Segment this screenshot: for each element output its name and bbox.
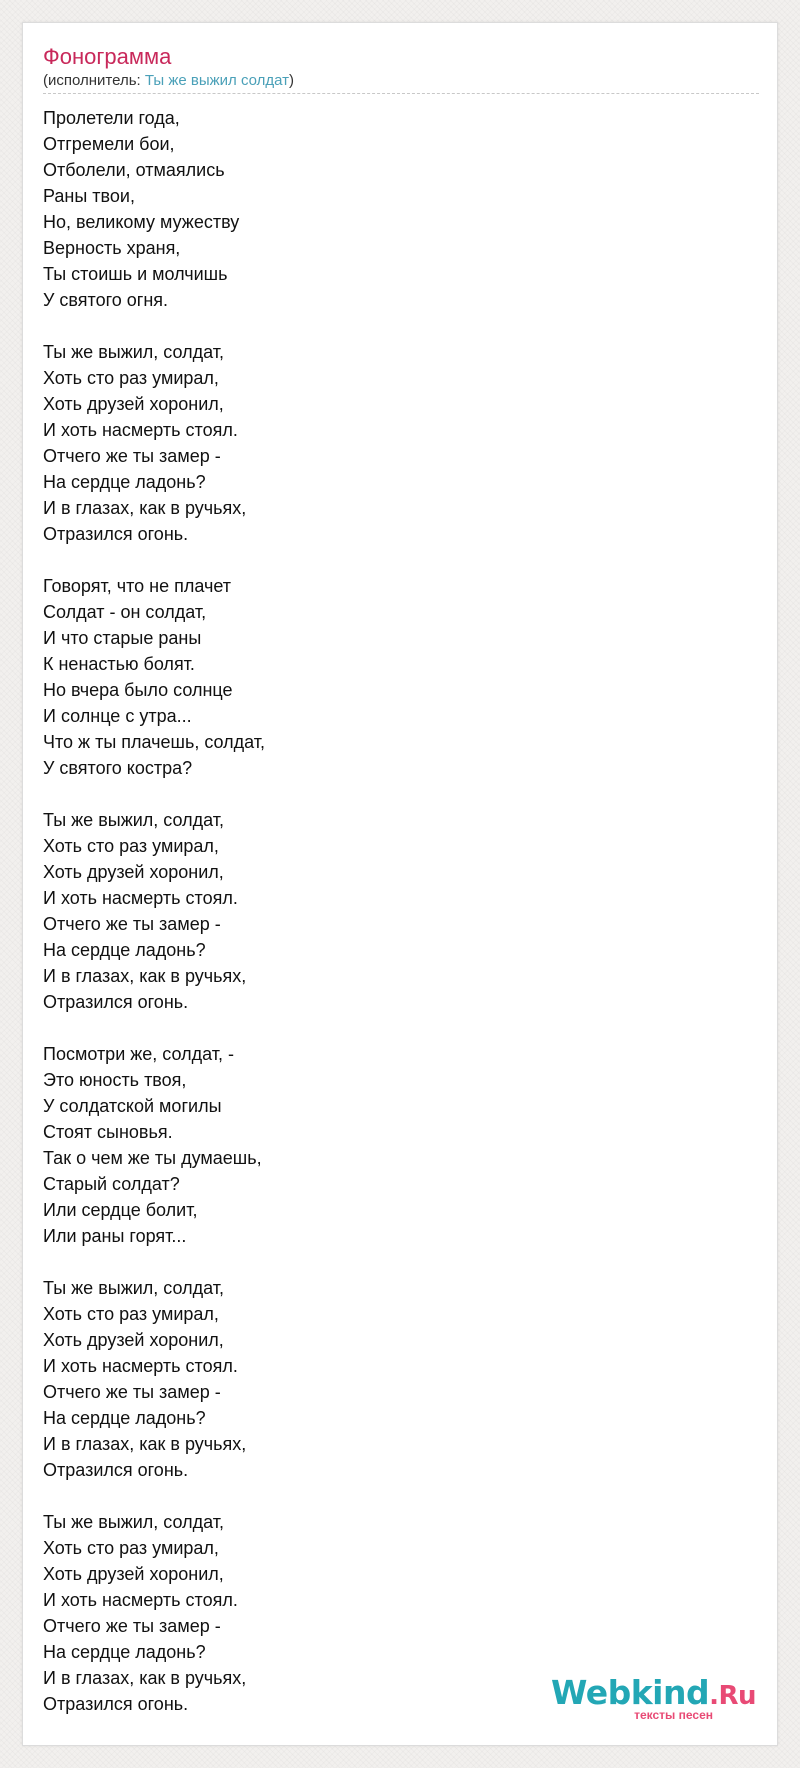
stanza	[43, 105, 743, 313]
lyric-line: К ненастью болят.	[43, 654, 195, 674]
logo-main-text: Webkind	[551, 1673, 710, 1712]
lyrics-body	[43, 105, 743, 1743]
lyric-line: Хоть друзей хоронил,	[43, 1330, 224, 1350]
lyric-line: Отразился огонь.	[43, 992, 189, 1012]
lyric-line: У солдатской могилы	[43, 1096, 222, 1116]
lyric-line: Это юность твоя,	[43, 1070, 187, 1090]
lyric-line: И хоть насмерть стоял.	[43, 1590, 238, 1610]
lyric-line: Отгремели бои,	[43, 134, 175, 154]
lyric-line: Пролетели года,	[43, 108, 180, 128]
lyric-line: Хоть друзей хоронил,	[43, 394, 224, 414]
lyric-line: Хоть сто раз умирал,	[43, 836, 219, 856]
lyric-line: Хоть сто раз умирал,	[43, 1304, 219, 1324]
lyric-line: Стоят сыновья.	[43, 1122, 173, 1142]
lyric-line: И хоть насмерть стоял.	[43, 888, 238, 908]
lyric-line: Или раны горят...	[43, 1226, 187, 1246]
lyric-line: Но, великому мужеству	[43, 212, 240, 232]
artist-link[interactable]: Ты же выжил солдат	[144, 72, 290, 89]
lyric-line: Говорят, что не плачет	[43, 576, 232, 596]
lyric-line: Верность храня,	[43, 238, 181, 258]
lyric-line: Раны твои,	[43, 186, 135, 206]
lyrics-card	[22, 22, 778, 1746]
lyric-line: Отразился огонь.	[43, 1694, 189, 1714]
lyric-line: У святого огня.	[43, 290, 169, 310]
lyric-line: И что старые раны	[43, 628, 202, 648]
lyric-line: И хоть насмерть стоял.	[43, 420, 238, 440]
lyric-line: Отразился огонь.	[43, 524, 189, 544]
artist-suffix: )	[289, 72, 295, 89]
lyric-line: Отчего же ты замер -	[43, 446, 221, 466]
lyric-line: Ты же выжил, солдат,	[43, 342, 224, 362]
lyric-line: Что ж ты плачешь, солдат,	[43, 732, 266, 752]
lyric-line: И солнце с утра...	[43, 706, 192, 726]
lyric-line: Ты стоишь и молчишь	[43, 264, 228, 284]
artist-line	[43, 72, 759, 94]
lyric-line: Так о чем же ты думаешь,	[43, 1148, 262, 1168]
lyric-line: Отчего же ты замер -	[43, 1616, 221, 1636]
stanza	[43, 339, 743, 547]
lyric-line: Отболели, отмаялись	[43, 160, 225, 180]
lyric-line: Отразился огонь.	[43, 1460, 189, 1480]
lyric-line: И в глазах, как в ручьях,	[43, 1668, 247, 1688]
lyric-line: Хоть друзей хоронил,	[43, 1564, 224, 1584]
lyric-line: Посмотри же, солдат, -	[43, 1044, 234, 1064]
lyric-line: И в глазах, как в ручьях,	[43, 1434, 247, 1454]
site-logo[interactable]	[551, 1673, 757, 1725]
lyric-line: Хоть сто раз умирал,	[43, 368, 219, 388]
logo-tld: .Ru	[709, 1681, 757, 1711]
lyric-line: Отчего же ты замер -	[43, 914, 221, 934]
song-title: Фонограмма	[43, 44, 172, 69]
lyric-line: Ты же выжил, солдат,	[43, 1278, 224, 1298]
lyric-line: И в глазах, как в ручьях,	[43, 498, 247, 518]
lyric-line: Ты же выжил, солдат,	[43, 810, 224, 830]
stanza	[43, 807, 743, 1015]
lyric-line: И в глазах, как в ручьях,	[43, 966, 247, 986]
lyric-line: На сердце ладонь?	[43, 1642, 206, 1662]
stanza	[43, 573, 743, 781]
lyric-line: Или сердце болит,	[43, 1200, 198, 1220]
song-header	[43, 44, 759, 94]
artist-prefix: (исполнитель:	[43, 72, 145, 89]
lyric-line: Отчего же ты замер -	[43, 1382, 221, 1402]
lyric-line: Хоть сто раз умирал,	[43, 1538, 219, 1558]
lyric-line: На сердце ладонь?	[43, 940, 206, 960]
lyric-line: У святого костра?	[43, 758, 193, 778]
logo-tagline: тексты песен	[634, 1708, 713, 1722]
lyric-line: На сердце ладонь?	[43, 1408, 206, 1428]
lyric-line: Старый солдат?	[43, 1174, 180, 1194]
lyric-line: И хоть насмерть стоял.	[43, 1356, 238, 1376]
stanza	[43, 1275, 743, 1483]
lyric-line: Ты же выжил, солдат,	[43, 1512, 224, 1532]
stanza	[43, 1041, 743, 1249]
lyric-line: Но вчера было солнце	[43, 680, 233, 700]
lyric-line: На сердце ладонь?	[43, 472, 206, 492]
lyric-line: Солдат - он солдат,	[43, 602, 207, 622]
lyric-line: Хоть друзей хоронил,	[43, 862, 224, 882]
